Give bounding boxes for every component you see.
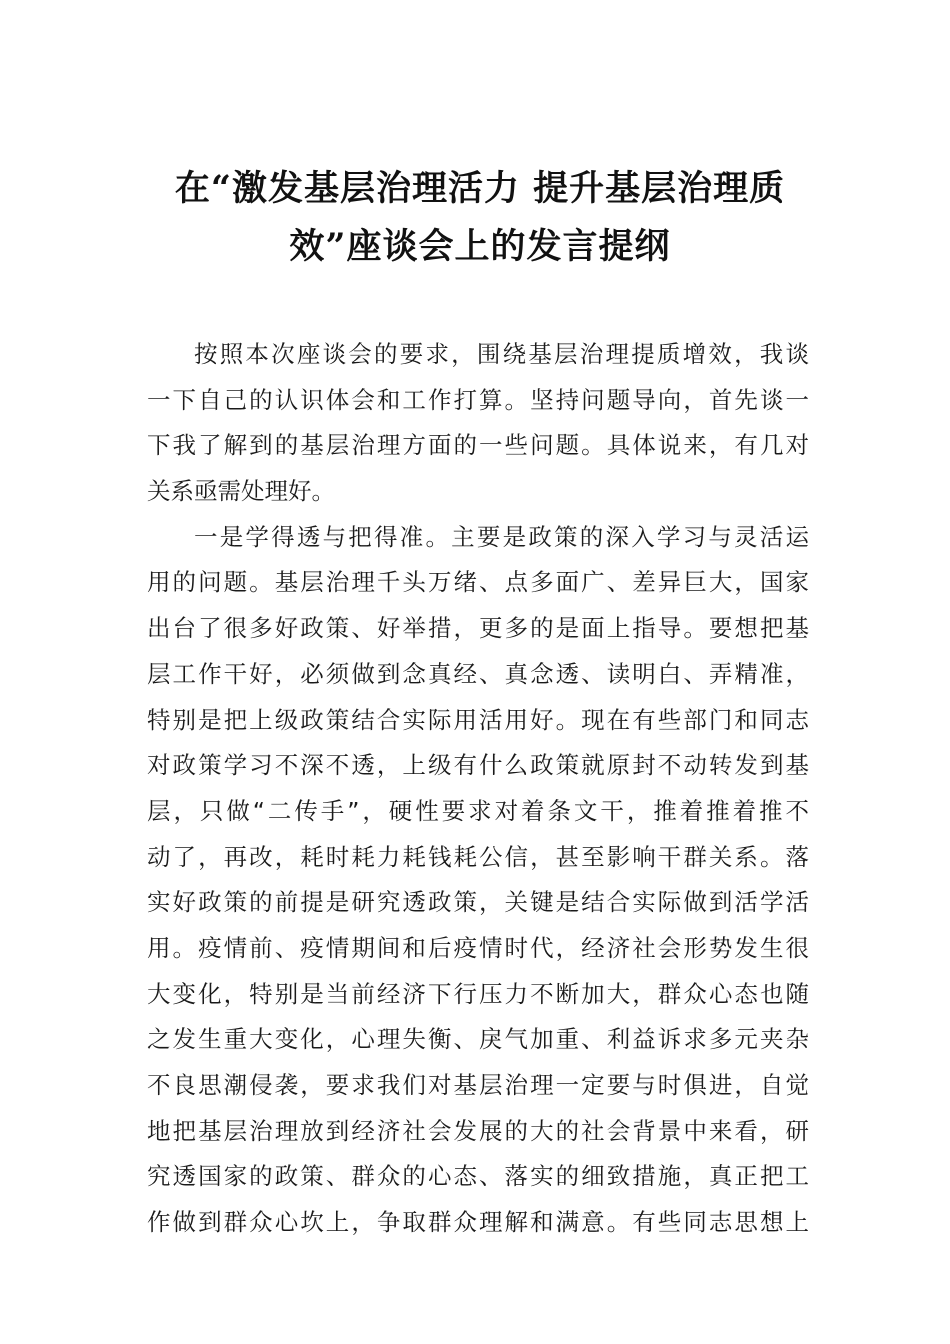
document-body [147, 332, 809, 1246]
text-line: 按照本次座谈会的要求，围绕基层治理提质增效，我谈 [194, 340, 809, 368]
text-line: 下我了解到的基层治理方面的一些问题。具体说来，有几对 [147, 431, 809, 460]
text-line: 不良思潮侵袭，要求我们对基层治理一定要与时俱进，自觉 [147, 1071, 809, 1099]
text-line: 一是学得透与把得准。主要是政策的深入学习与灵活运 [194, 522, 809, 551]
text-line: 作做到群众心坎上，争取群众理解和满意。有些同志思想上 [147, 1208, 809, 1237]
text-line: 层工作干好，必须做到念真经、真念透、读明白、弄精准， [147, 659, 809, 688]
title-line: 效”座谈会上的发言提纲 [289, 226, 671, 267]
text-line: 之发生重大变化，心理失衡、戾气加重、利益诉求多元夹杂 [147, 1025, 809, 1054]
paragraph-intro [147, 332, 809, 515]
text-line: 究透国家的政策、群众的心态、落实的细致措施，真正把工 [147, 1162, 809, 1191]
text-line: 对政策学习不深不透，上级有什么政策就原封不动转发到基 [147, 751, 809, 780]
text-line: 一下自己的认识体会和工作打算。坚持问题导向，首先谈一 [147, 385, 809, 414]
text-line: 实好政策的前提是研究透政策，关键是结合实际做到活学活 [147, 888, 809, 917]
document-title [150, 160, 810, 276]
text-line: 用的问题。基层治理千头万绪、点多面广、差异巨大，国家 [147, 568, 809, 597]
text-line: 大变化，特别是当前经济下行压力不断加大，群众心态也随 [147, 979, 809, 1008]
text-line: 动了，再改，耗时耗力耗钱耗公信，甚至影响干群关系。落 [147, 842, 809, 871]
text-line: 特别是把上级政策结合实际用活用好。现在有些部门和同志 [147, 705, 809, 734]
paragraph-point-one [147, 515, 809, 1246]
text-line: 出台了很多好政策、好举措，更多的是面上指导。要想把基 [147, 614, 809, 643]
text-line: 层，只做“二传手”，硬性要求对着条文干，推着推着推不 [147, 796, 809, 825]
text-line: 用。疫情前、疫情期间和后疫情时代，经济社会形势发生很 [147, 933, 809, 962]
text-line: 地把基层治理放到经济社会发展的大的社会背景中来看，研 [147, 1116, 809, 1145]
text-line: 关系亟需处理好。 [147, 477, 335, 506]
title-line: 在“激发基层治理活力 提升基层治理质 [174, 168, 786, 209]
